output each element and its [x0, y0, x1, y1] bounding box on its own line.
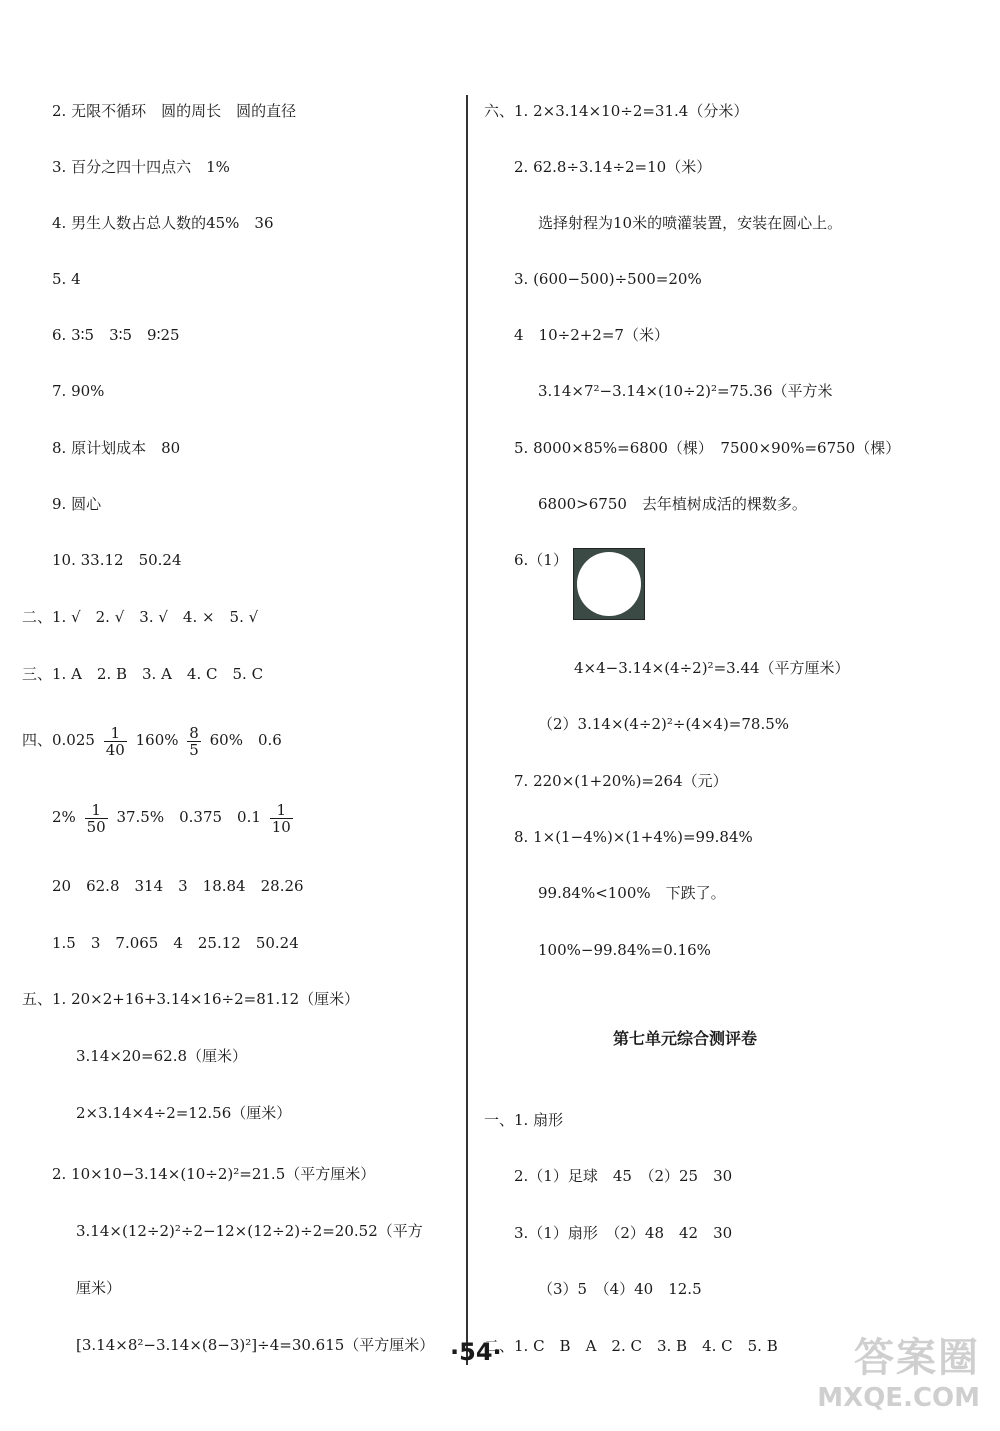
answer-line: 6800>6750 去年植树成活的棵数多。: [538, 495, 807, 513]
answer-line: 五、1. 20×2+16+3.14×16÷2=81.12（厘米）: [22, 990, 360, 1008]
value-text: 160%: [135, 731, 179, 749]
answer-line: 一、1. 扇形: [484, 1111, 564, 1129]
answer-line: 三、1. A 2. B 3. A 4. C 5. C: [22, 665, 264, 683]
answer-line: 5. 4: [52, 270, 81, 288]
answer-line: 4. 男生人数占总人数的45% 36: [52, 214, 274, 232]
answer-line: 2. 无限不循环 圆的周长 圆的直径: [52, 102, 297, 120]
fraction: [270, 802, 293, 835]
section-title: 第七单元综合测评卷: [613, 1029, 758, 1048]
fraction: [85, 802, 108, 835]
answer-line: 六、1. 2×3.14×10÷2=31.4（分米）: [484, 102, 749, 120]
answer-line: 选择射程为10米的喷灌装置，安装在圆心上。: [538, 214, 843, 232]
answer-line: 3. 百分之四十四点六 1%: [52, 158, 230, 176]
denominator: 40: [105, 740, 125, 759]
denominator: 5: [189, 740, 199, 759]
answer-line: （2）3.14×(4÷2)²÷(4×4)=78.5%: [538, 715, 790, 733]
denominator: 10: [271, 817, 291, 836]
answer-line: 4 10÷2+2=7（米）: [514, 326, 669, 344]
answer-line: 二、1. C B A 2. C 3. B 4. C 5. B: [484, 1337, 778, 1355]
numerator: 1: [104, 725, 127, 742]
answer-line-fractions: [22, 720, 282, 760]
value-text: 2%: [52, 808, 76, 826]
answer-line-fractions: [52, 797, 297, 837]
answer-line: 8. 1×(1−4%)×(1+4%)=99.84%: [514, 828, 753, 846]
value-text: 60% 0.6: [209, 731, 282, 749]
answer-line: 99.84%<100% 下跌了。: [538, 884, 726, 902]
watermark-url: MXQE.COM: [817, 1383, 980, 1413]
answer-line: 2×3.14×4÷2=12.56（厘米）: [76, 1104, 292, 1122]
answer-line: 3.14×7²−3.14×(10÷2)²=75.36（平方米: [538, 382, 833, 400]
value-text: 四、0.025: [22, 731, 95, 749]
answer-line: 7. 220×(1+20%)=264（元）: [514, 772, 728, 790]
answer-line: 8. 原计划成本 80: [52, 439, 181, 457]
answer-line: 3. (600−500)÷500=20%: [514, 270, 702, 288]
answer-line: 10. 33.12 50.24: [52, 551, 182, 569]
watermark-text: 答案圈: [854, 1335, 980, 1381]
answer-line: 二、1. √ 2. √ 3. √ 4. × 5. √: [22, 608, 259, 626]
circle-shape: [577, 552, 641, 616]
watermark-logo: [817, 1326, 980, 1413]
answer-line: 5. 8000×85%=6800（棵） 7500×90%=6750（棵）: [514, 439, 901, 457]
answer-line: 2.（1）足球 45 （2）25 30: [514, 1167, 733, 1185]
numerator: 8: [189, 723, 199, 742]
fraction: [104, 725, 127, 758]
answer-line: [3.14×8²−3.14×(8−3)²]÷4=30.615（平方厘米）: [76, 1336, 435, 1354]
answer-line: 2. 10×10−3.14×(10÷2)²=21.5（平方厘米）: [52, 1165, 376, 1183]
answer-line: 9. 圆心: [52, 495, 102, 513]
answer-line: 4×4−3.14×(4÷2)²=3.44（平方厘米）: [574, 659, 850, 677]
answer-line: 2. 62.8÷3.14÷2=10（米）: [514, 158, 712, 176]
answer-line: 3.14×20=62.8（厘米）: [76, 1047, 248, 1065]
denominator: 50: [86, 817, 106, 836]
answer-line: 厘米）: [76, 1279, 122, 1297]
numerator: 1: [85, 802, 108, 819]
answer-line: 6.（1）: [514, 551, 568, 569]
page-number: ·54·: [450, 1338, 502, 1366]
answer-line: 7. 90%: [52, 382, 105, 400]
answer-line: （3）5 （4）40 12.5: [538, 1280, 702, 1298]
answer-line: 3.14×(12÷2)²÷2−12×(12÷2)÷2=20.52（平方: [76, 1222, 423, 1240]
answer-line: 100%−99.84%=0.16%: [538, 941, 711, 959]
square-with-circle-figure: [573, 548, 645, 620]
answer-line: 1.5 3 7.065 4 25.12 50.24: [52, 934, 299, 952]
column-divider: [466, 95, 468, 1365]
fraction: [187, 725, 201, 758]
value-text: 37.5% 0.375 0.1: [116, 808, 261, 826]
numerator: 1: [270, 802, 293, 819]
answer-line: 6. 3∶5 3∶5 9∶25: [52, 326, 180, 344]
answer-line: 3.（1）扇形 （2）48 42 30: [514, 1224, 733, 1242]
answer-line: 20 62.8 314 3 18.84 28.26: [52, 877, 304, 895]
